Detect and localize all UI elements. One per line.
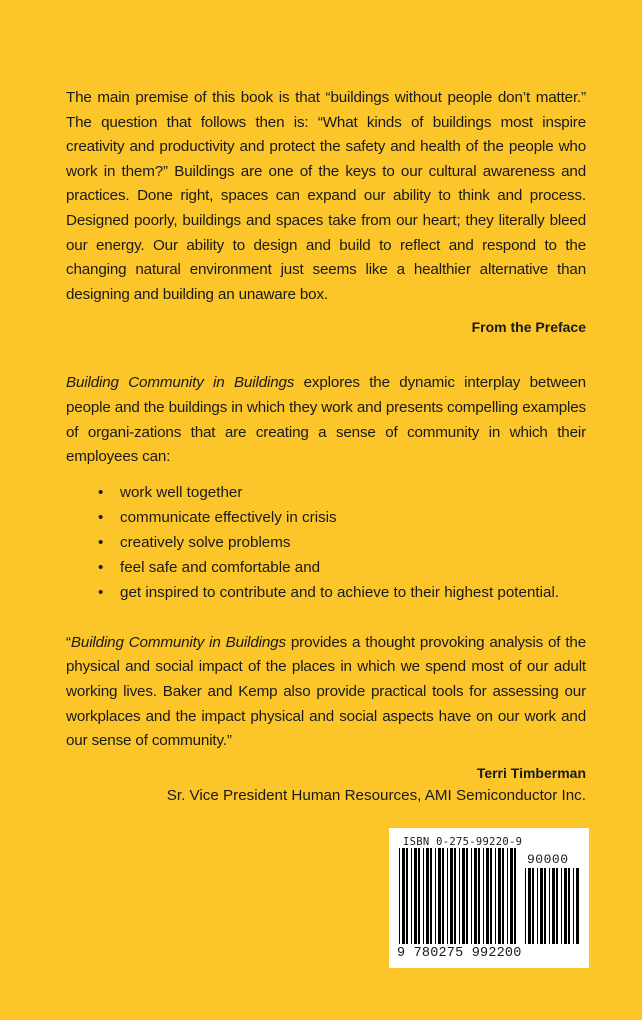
barcode-bar <box>502 848 504 944</box>
barcode-bar <box>426 848 429 944</box>
barcode-bar <box>549 868 550 944</box>
barcode-bar <box>435 848 436 944</box>
list-item: • communicate effectively in crisis <box>66 505 586 530</box>
barcode-bar <box>561 868 562 944</box>
addon-barcode-bars <box>525 868 581 944</box>
isbn-label: ISBN 0-275-99220-9 <box>403 836 523 848</box>
barcode-bar <box>411 848 412 944</box>
barcode-bar <box>564 868 567 944</box>
benefits-list <box>66 480 586 605</box>
barcode-bar <box>423 848 424 944</box>
barcode-bar <box>528 868 531 944</box>
barcode-bar <box>442 848 444 944</box>
list-item: • get inspired to contribute and to achieve to their highest potential. <box>66 580 586 605</box>
barcode-bar <box>447 848 448 944</box>
bullet: • <box>98 483 104 501</box>
barcode-bar <box>537 868 538 944</box>
preface-attribution: From the Preface <box>471 319 586 336</box>
barcode-bar <box>459 848 460 944</box>
endorsement-text: provides a thought provoking analysis of the physical and social impact of the places in which we spend most of our adult working lives. Baker and Kemp also provide practical tools for assessing our workplaces and the impact physical and social aspects have on our work and our sense of community.” <box>66 633 587 750</box>
bullet: • <box>98 533 104 551</box>
quoted-book-title: Building Community in Buildings <box>70 633 286 651</box>
barcode-bar <box>454 848 456 944</box>
barcode-bar <box>418 848 420 944</box>
barcode-bar <box>474 848 477 944</box>
barcode-bar <box>478 848 480 944</box>
barcode-bar <box>552 868 555 944</box>
description-paragraph <box>66 371 586 469</box>
barcode-bar <box>498 848 501 944</box>
barcode-bar <box>573 868 574 944</box>
barcode-bar <box>525 868 526 944</box>
barcode-bar <box>576 868 579 944</box>
barcode-bar <box>495 848 496 944</box>
barcode-bar <box>514 848 516 944</box>
barcode-bar <box>544 868 546 944</box>
book-title: Building Community in Buildings <box>66 374 295 392</box>
endorser <box>66 762 586 808</box>
barcode-bar <box>490 848 492 944</box>
barcode-bar <box>471 848 472 944</box>
isbn-barcode <box>389 828 589 968</box>
preface-paragraph: The main premise of this book is that “buildings without people don’t matter.” The question that follows then is: “What kinds of buildings most inspire creativity and productivity and protect the safety and health of the people who work in them?” Buildings are one of the keys to our cultural awareness and practices. Done right, spaces can expand our ability to think and process. Designed poorly, buildings and spaces take from our heart; they literally bleed our energy. Our ability to design and build to reflect and respond to the changing natural environment just seems like a healthier alternative than designing and building an unaware box. <box>66 89 586 303</box>
barcode-bar <box>462 848 465 944</box>
endorsement-quote: “Building Community in Buildings provides a thought provoking analysis of the physical and social impact of the places in which we spend most of our adult working lives. Baker and Kemp also provide practical tools for assessing our workplaces and the impact physical and social aspects have on our work and our sense of community.” <box>66 633 587 750</box>
ean-barcode-bars <box>399 848 517 944</box>
list-item: • creatively solve problems <box>66 530 586 555</box>
barcode-bar <box>406 848 408 944</box>
barcode-digits: 9 780275 992200 <box>397 946 522 961</box>
barcode-bar <box>532 868 534 944</box>
barcode-bar <box>556 868 558 944</box>
endorser-name: Terri Timberman <box>476 764 586 781</box>
barcode-bar <box>438 848 441 944</box>
barcode-bar <box>450 848 453 944</box>
bullet: • <box>98 558 104 576</box>
endorser-role: Sr. Vice President Human Resources, AMI Semiconductor Inc. <box>166 786 586 804</box>
barcode-bar <box>568 868 570 944</box>
barcode-bar <box>510 848 513 944</box>
barcode-bar <box>540 868 543 944</box>
barcode-bar <box>430 848 432 944</box>
barcode-bar <box>466 848 468 944</box>
bullet: • <box>98 508 104 526</box>
barcode-bar <box>486 848 489 944</box>
barcode-bar <box>483 848 484 944</box>
price-code: 90000 <box>527 852 569 867</box>
back-cover-text <box>66 86 586 808</box>
barcode-bar <box>414 848 417 944</box>
list-item: • feel safe and comfortable and <box>66 555 586 580</box>
list-item: • work well together <box>66 480 586 505</box>
bullet: • <box>98 583 104 601</box>
description-text: explores the dynamic interplay between people and the buildings in which they work and presents compelling examples of organi-zations that are creating a sense of community in which their employees can: <box>66 374 586 466</box>
barcode-bar <box>402 848 405 944</box>
barcode-bar <box>507 848 508 944</box>
barcode-bar <box>399 848 400 944</box>
